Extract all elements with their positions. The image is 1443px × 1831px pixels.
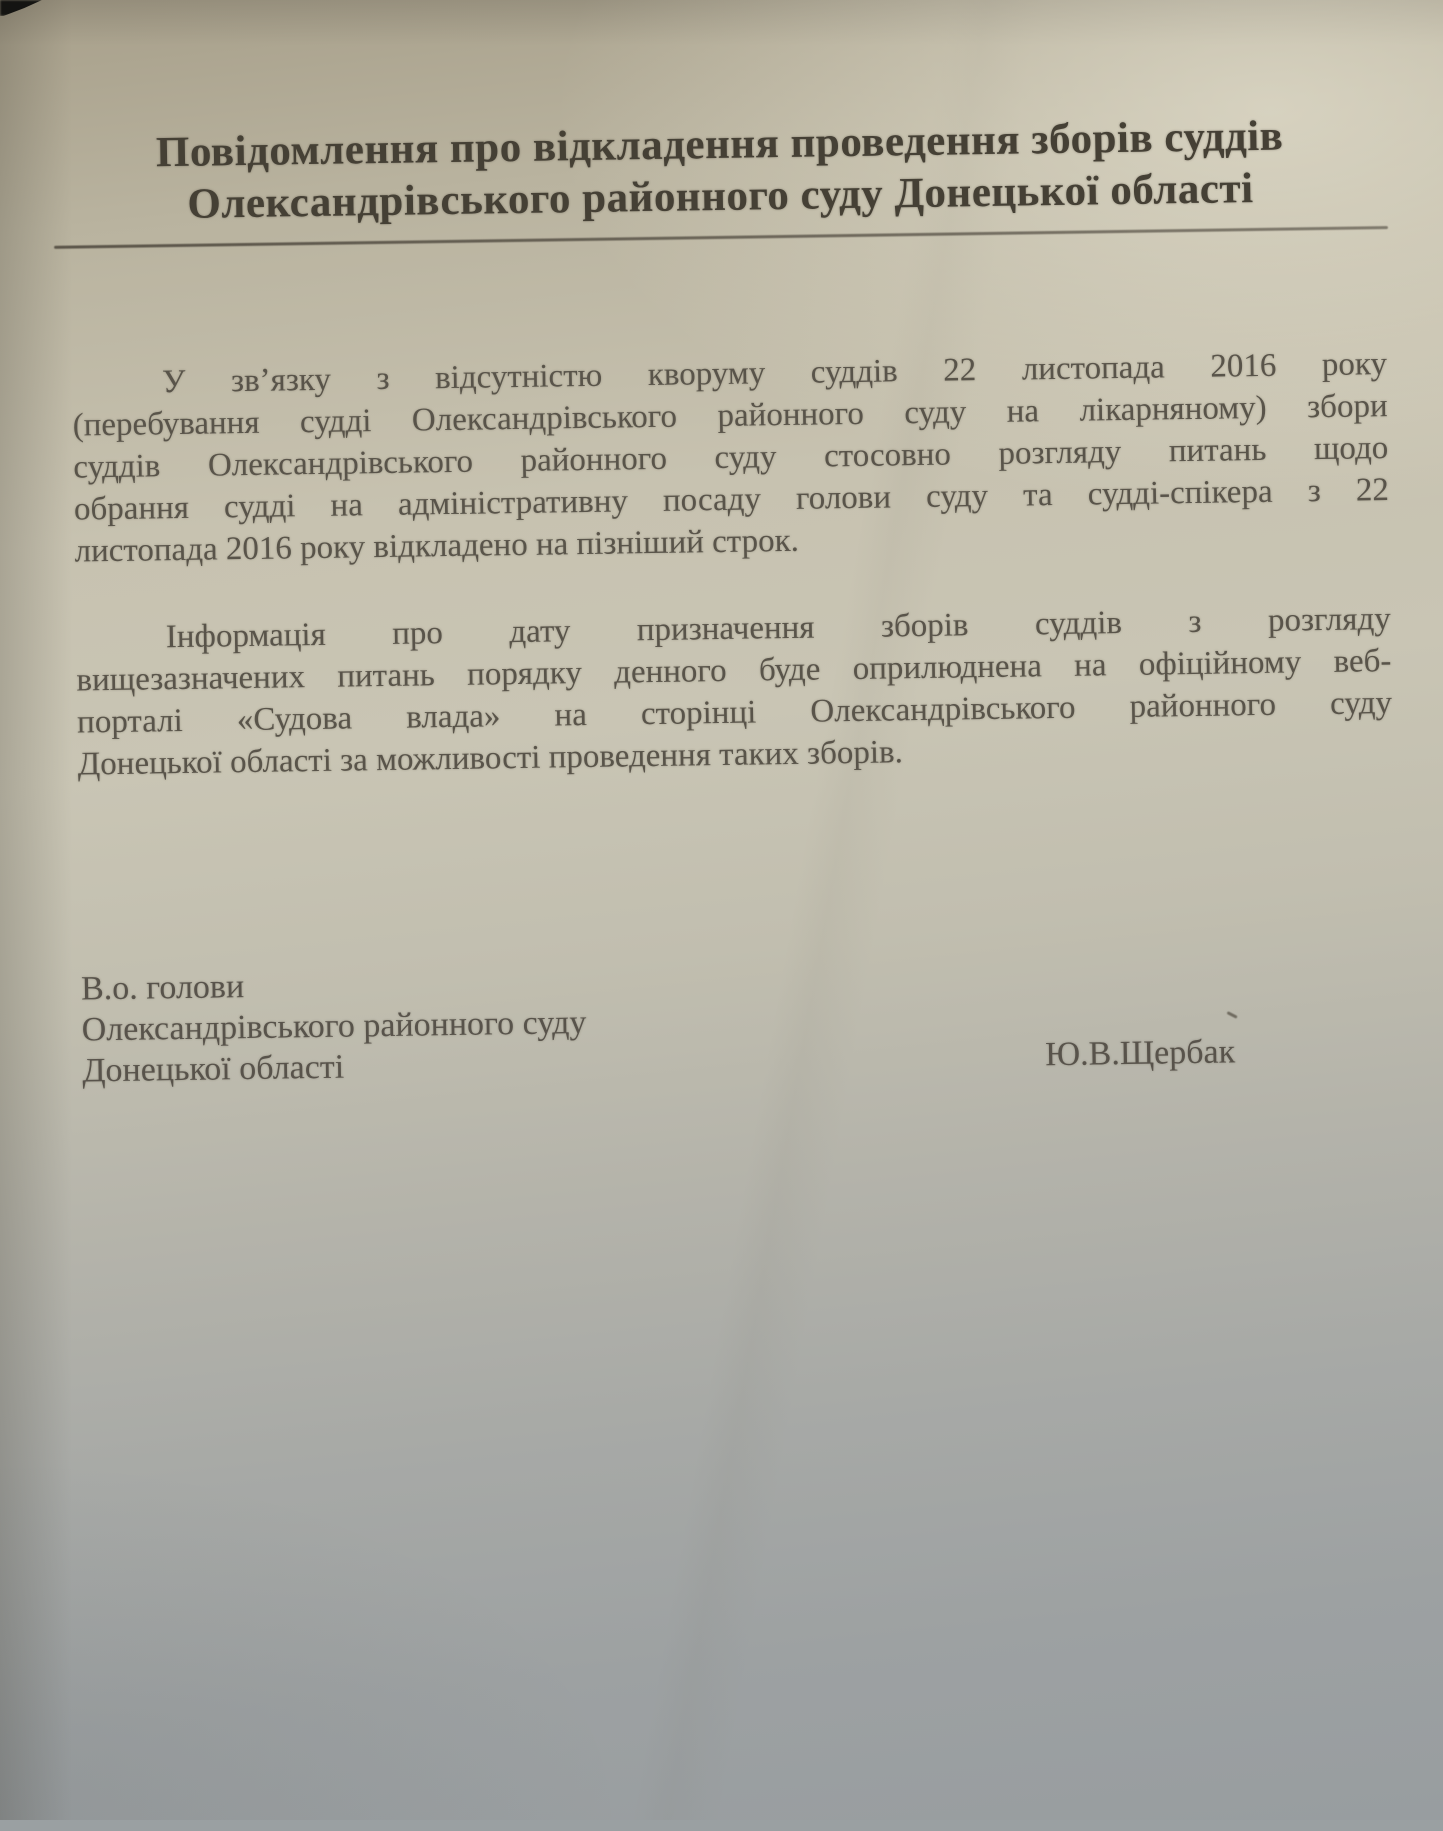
paragraph-line: Донецької області за можливості проведення таких зборів. [77,734,904,783]
title-line-1: Повідомлення про відкладення проведення зборів суддів [155,112,1284,177]
signature-block [81,958,783,1091]
paragraph-line: порталі «Судова влада» на сторінці Олександрівського районного суду [76,685,1393,741]
paragraph-line: (перебування судді Олександрівського районного суду на лікарняному) збори [72,388,1388,444]
paragraph-line: суддів Олександрівського районного суду стосовно розгляду питань щодо [73,430,1389,486]
signer-role-line: Олександрівського районного суду [81,1004,587,1049]
title-line-2: Олександрівського районного суду Донецької області [187,165,1254,228]
paragraph-line: листопада 2016 року відкладено на пізніший строк. [74,522,800,570]
signer-role-line: В.о. голови [80,968,245,1008]
signer-role-line: Донецької області [82,1048,345,1090]
signer-name: Ю.В.Щербак [1044,1033,1236,1074]
paragraph-1 [72,343,1390,572]
paragraph-line: обрання судді на адміністративну посаду голови суду та судді-спікера з 22 [73,472,1390,528]
paragraph-line: вищезазначених питань порядку денного буде оприлюднена на офіційному веб- [76,643,1392,699]
document-title [52,109,1387,233]
paragraph-2 [76,598,1393,785]
paragraph-line: У зв’язку з відсутністю кворуму суддів 22 листопада 2016 року [161,346,1388,401]
paragraph-line: Інформація про дату призначення зборів суддів з розгляду [165,601,1392,656]
pen-stray-mark [1227,1011,1238,1019]
